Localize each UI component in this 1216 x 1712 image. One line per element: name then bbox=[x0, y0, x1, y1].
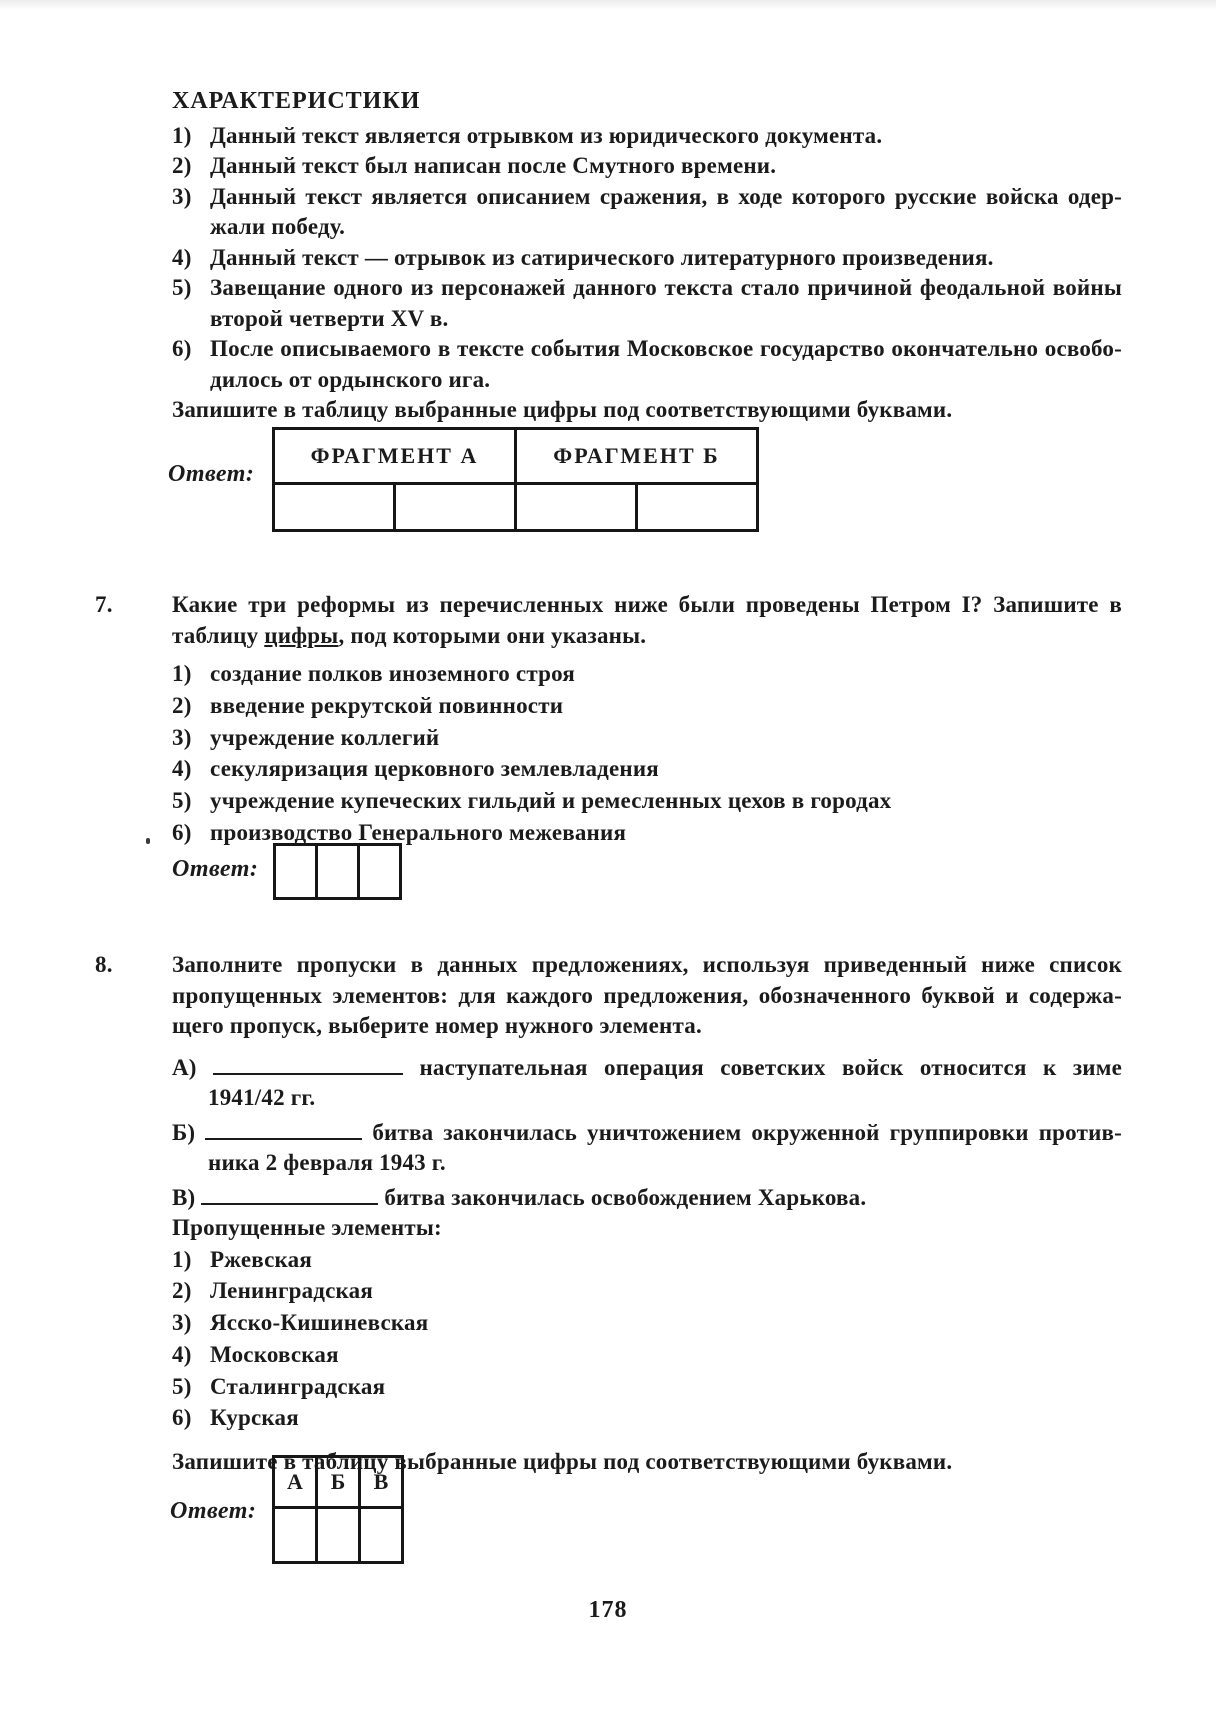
item-line: дилось от ордынского ига. bbox=[210, 366, 491, 392]
item-line: После описываемого в тексте события Московское государство окончательно освобо- bbox=[210, 336, 1122, 361]
q8-intro-line-2: пропущенных элементов: для каждого предложения, обозначенного буквой и содержа- bbox=[172, 982, 1122, 1008]
option-number: 3) bbox=[172, 724, 192, 750]
q8-answer-table bbox=[272, 1455, 404, 1564]
option-text: Сталинградская bbox=[210, 1373, 386, 1399]
item-number: 3) bbox=[172, 183, 192, 209]
fragments-answer-table bbox=[272, 427, 759, 532]
option-number: 3) bbox=[172, 1310, 192, 1336]
option-row bbox=[172, 658, 1122, 690]
q7-options bbox=[172, 658, 1122, 849]
answer-cell bbox=[317, 845, 359, 899]
option-text: производство Генерального межевания bbox=[210, 819, 627, 845]
option-row bbox=[172, 1339, 1122, 1371]
option-row bbox=[172, 1244, 1122, 1276]
option-text: учреждение купеческих гильдий и ремесленных цехов в городах bbox=[210, 788, 892, 814]
option-text: Ржевская bbox=[210, 1246, 312, 1272]
fragments-answer-row bbox=[274, 484, 758, 531]
q8-sentence-a bbox=[172, 1049, 1122, 1084]
scan-edge-shadow bbox=[0, 0, 1216, 10]
question-8 bbox=[95, 950, 1122, 1478]
sentence-text: битва закончилась освобождением Харькова. bbox=[384, 1184, 867, 1210]
fragment-a-header: ФРАГМЕНТ А bbox=[274, 429, 516, 484]
write-digits-instruction: Запишите в таблицу выбранные цифры под соответствующими буквами. bbox=[172, 397, 953, 422]
item-line: Данный текст — отрывок из сатирического литературного произведения. bbox=[210, 244, 994, 270]
option-number: 5) bbox=[172, 788, 192, 814]
q7-stem-pre: таблицу bbox=[172, 622, 265, 648]
scan-artifact-dot bbox=[146, 838, 150, 844]
option-row bbox=[172, 690, 1122, 722]
char-item-1 bbox=[172, 121, 1122, 152]
option-text: создание полков иноземного строя bbox=[210, 661, 576, 686]
option-number: 2) bbox=[172, 1278, 192, 1304]
q7-stem-line-2 bbox=[172, 621, 1122, 652]
blank-underline bbox=[213, 1049, 403, 1075]
sentence-text: наступательная операция советских войск относится к зиме bbox=[419, 1054, 1123, 1080]
answer-cell bbox=[360, 1508, 403, 1563]
characteristics-heading: ХАРАКТЕРИСТИКИ bbox=[172, 88, 421, 114]
answer-label: Ответ: bbox=[170, 1498, 257, 1524]
answer-cell bbox=[359, 845, 401, 899]
option-text: введение рекрутской повинности bbox=[210, 692, 564, 718]
option-number: 1) bbox=[172, 661, 192, 686]
q8-intro-line-1: Заполните пропуски в данных предложениях, используя приведенный ниже список bbox=[172, 952, 1122, 977]
q8-sentences bbox=[172, 1049, 1122, 1214]
option-row bbox=[172, 753, 1122, 785]
char-item-2 bbox=[172, 151, 1122, 182]
answer-cell bbox=[274, 1508, 317, 1563]
option-row bbox=[172, 1371, 1122, 1403]
fragments-header-row bbox=[274, 429, 758, 484]
item-line: Данный текст является описанием сражения, в ходе которого русские войска одер- bbox=[210, 183, 1122, 209]
q8-sentence-b-line-2: ника 2 февраля 1943 г. bbox=[208, 1150, 446, 1175]
item-line: Данный текст является отрывком из юридического документа. bbox=[210, 122, 883, 148]
question-8-number: 8. bbox=[95, 952, 113, 977]
write-digits-instruction: Запишите в таблицу выбранные цифры под соответствующими буквами. bbox=[172, 1449, 953, 1475]
option-text: Ленинградская bbox=[210, 1278, 373, 1304]
option-number: 4) bbox=[172, 1341, 192, 1367]
char-item-6 bbox=[172, 334, 1122, 395]
answer-cell bbox=[516, 484, 637, 531]
q8-sentence-b bbox=[172, 1114, 1122, 1149]
option-text: учреждение коллегий bbox=[210, 724, 440, 750]
option-number: 6) bbox=[172, 1405, 192, 1431]
page-number: 178 bbox=[588, 1597, 628, 1623]
q7-answer-table bbox=[273, 843, 402, 900]
q8-sentence-v bbox=[172, 1179, 1122, 1214]
abv-answer-row bbox=[274, 1508, 403, 1563]
q8-sentence-a-line-2: 1941/42 гг. bbox=[208, 1085, 316, 1110]
item-number: 5) bbox=[172, 275, 192, 300]
blank-underline bbox=[205, 1114, 362, 1140]
q7-stem-post: , под которыми они указаны. bbox=[338, 622, 647, 648]
sentence-label: В) bbox=[172, 1184, 196, 1210]
option-number: 1) bbox=[172, 1246, 192, 1272]
sentence-label: Б) bbox=[172, 1119, 196, 1145]
answer-label: Ответ: bbox=[168, 461, 255, 487]
option-text: Московская bbox=[210, 1341, 339, 1367]
answer-cell bbox=[274, 484, 395, 531]
q7-stem-underlined-word: цифры bbox=[264, 622, 339, 648]
option-text: Курская bbox=[210, 1405, 299, 1431]
option-text: секуляризация церковного землевладения bbox=[210, 756, 659, 782]
option-number: 4) bbox=[172, 756, 192, 782]
option-row bbox=[172, 1402, 1122, 1434]
answer-cell bbox=[637, 484, 758, 531]
fragment-b-header: ФРАГМЕНТ Б bbox=[516, 429, 758, 484]
item-line: Данный текст был написан после Смутного времени. bbox=[210, 153, 777, 178]
item-line: жали победу. bbox=[210, 214, 346, 239]
sentence-label: А) bbox=[172, 1054, 197, 1080]
item-line: Завещание одного из персонажей данного текста стало причиной феодальной войны bbox=[210, 275, 1122, 300]
char-item-3 bbox=[172, 182, 1122, 243]
answer-cell bbox=[317, 1508, 360, 1563]
item-line: второй четверти XV в. bbox=[210, 305, 449, 331]
option-number: 6) bbox=[172, 819, 192, 845]
blank-underline bbox=[201, 1179, 378, 1205]
abv-header-cell: А bbox=[274, 1457, 317, 1508]
item-number: 4) bbox=[172, 244, 192, 270]
item-number: 2) bbox=[172, 153, 192, 178]
answer-label: Ответ: bbox=[172, 856, 259, 882]
char-item-5 bbox=[172, 273, 1122, 334]
char-item-4 bbox=[172, 243, 1122, 274]
question-7 bbox=[95, 590, 1122, 849]
option-number: 2) bbox=[172, 692, 192, 718]
question-7-number: 7. bbox=[95, 592, 113, 617]
abv-header-cell: Б bbox=[317, 1457, 360, 1508]
characteristics-section bbox=[172, 86, 1122, 426]
option-row bbox=[172, 1275, 1122, 1307]
characteristics-list bbox=[172, 121, 1122, 426]
abv-header-cell: В bbox=[360, 1457, 403, 1508]
option-row bbox=[172, 722, 1122, 754]
q8-options bbox=[172, 1244, 1122, 1435]
abv-header-row bbox=[274, 1457, 403, 1508]
option-text: Ясско-Кишиневская bbox=[210, 1310, 429, 1336]
answer-cell bbox=[395, 484, 516, 531]
option-row bbox=[172, 785, 1122, 817]
q7-stem-line-1: Какие три реформы из перечисленных ниже были проведены Петром I? Запишите в bbox=[172, 592, 1122, 617]
item-number: 6) bbox=[172, 336, 192, 361]
answer-cell bbox=[275, 845, 317, 899]
missing-elements-heading: Пропущенные элементы: bbox=[172, 1215, 442, 1240]
sentence-text: битва закончилась уничтожением окруженной группировки против- bbox=[372, 1119, 1123, 1145]
item-number: 1) bbox=[172, 122, 192, 148]
option-number: 5) bbox=[172, 1373, 192, 1399]
q8-intro-line-3: щего пропуск, выберите номер нужного элемента. bbox=[172, 1013, 702, 1038]
option-row bbox=[172, 1307, 1122, 1339]
q7-answer-row bbox=[275, 845, 401, 899]
